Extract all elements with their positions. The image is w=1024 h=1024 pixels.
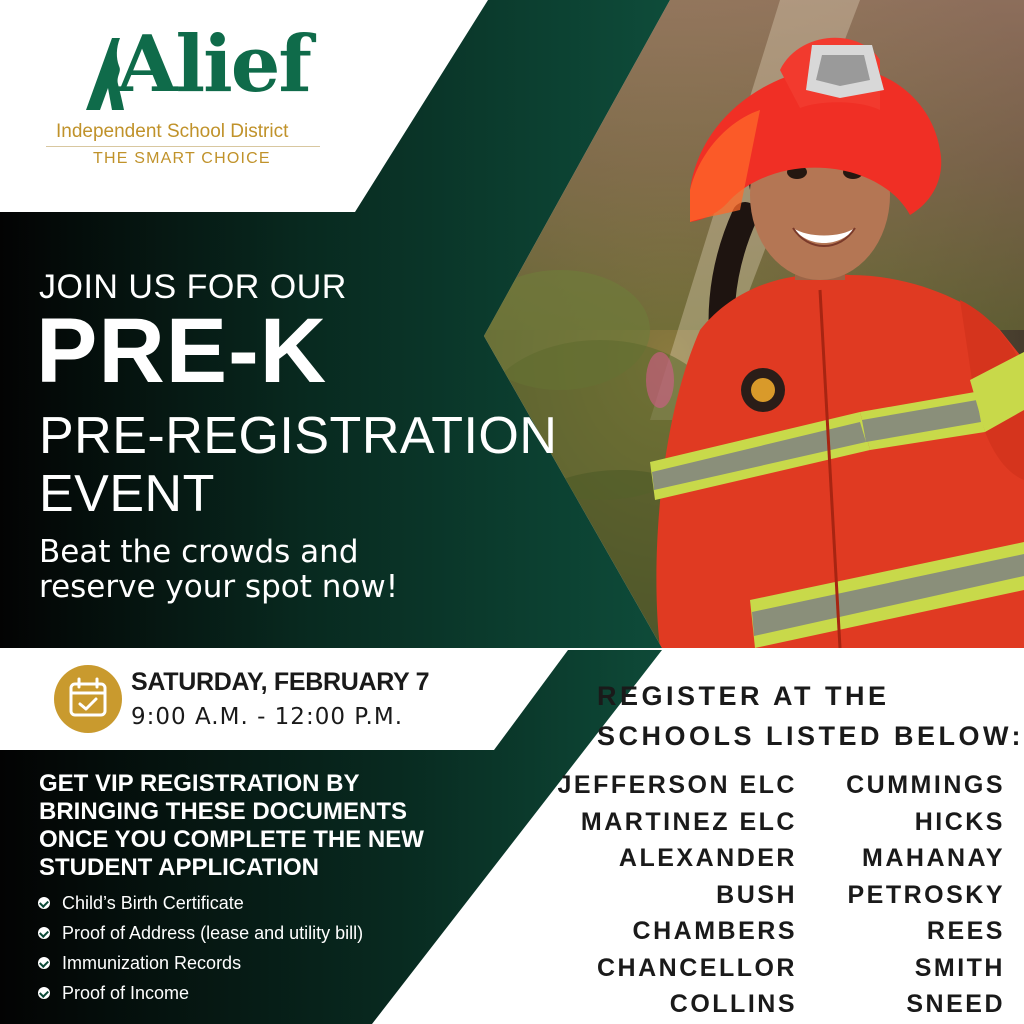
documents-list [38,891,363,1011]
school-name: MAHANAY [862,844,1005,872]
list-item [38,951,363,981]
schools-list-right [800,767,1005,1023]
hero-headline: PRE-K [36,300,328,402]
logo-tagline: THE SMART CHOICE [93,150,271,167]
logo-wordmark: Alief [117,19,310,110]
school-name: HICKS [914,807,1005,836]
hero-subheadline-line1: PRE-REGISTRATION [39,407,558,465]
document-label: Immunization Records [62,953,242,973]
hero-intro: JOIN US FOR OUR [39,268,347,306]
school-name: JEFFERSON ELC [557,771,797,799]
check-circle-icon [38,927,50,939]
school-name: SNEED [906,990,1005,1018]
event-date: SATURDAY, FEBRUARY 7 [131,668,430,696]
school-name: ALEXANDER [618,844,797,872]
vip-heading-line: BRINGING THESE DOCUMENTS [39,798,408,825]
school-name: CHAMBERS [632,917,797,945]
register-heading [597,676,1024,756]
school-name: COLLINS [669,990,797,1018]
vip-heading [39,770,489,882]
vip-heading-line: STUDENT APPLICATION [39,854,319,881]
calendar-check-icon [54,665,122,733]
check-circle-icon [38,987,50,999]
list-item [38,981,363,1011]
event-time: 9:00 A.M. - 12:00 P.M. [131,704,404,730]
document-label: Proof of Income [62,983,190,1003]
list-item [38,891,363,921]
vip-heading-line: GET VIP REGISTRATION BY [39,770,360,797]
school-name: MARTINEZ ELC [580,807,797,836]
document-label: Proof of Address (lease and utility bill) [62,923,364,943]
schools-list-left [540,767,797,1023]
check-circle-icon [38,897,50,909]
logo-district-name: Independent School District [56,121,289,142]
register-heading-line1: REGISTER AT THE [597,681,890,711]
check-circle-icon [38,957,50,969]
logo-divider [46,146,320,147]
school-name: CUMMINGS [846,771,1005,799]
register-heading-line2: SCHOOLS LISTED BELOW: [597,721,1024,751]
hero-tagline-line2: reserve your spot now! [39,569,399,605]
school-name: BUSH [716,880,797,909]
school-name: CHANCELLOR [597,953,797,982]
school-name: SMITH [914,953,1005,982]
school-name: REES [926,917,1005,945]
document-label: Child’s Birth Certificate [62,893,244,913]
hero-tagline-line1: Beat the crowds and [39,534,359,570]
hero-subheadline-line2: EVENT [39,465,215,523]
list-item [38,921,363,951]
school-name: PETROSKY [847,880,1005,909]
vip-heading-line: ONCE YOU COMPLETE THE NEW [39,826,424,853]
